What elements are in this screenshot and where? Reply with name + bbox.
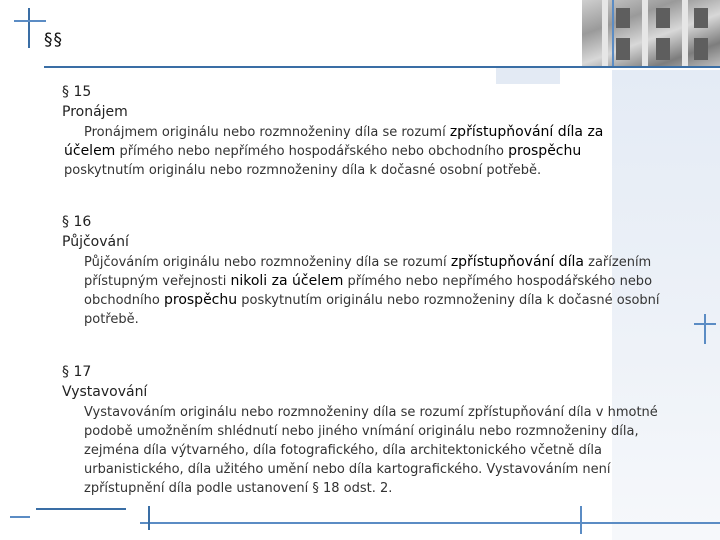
body-text: přímého nebo nepřímého hospodářského nebo obchodního xyxy=(84,274,653,308)
emphasized-text: prospěchu xyxy=(508,143,582,159)
bottom-left-stub xyxy=(10,516,30,518)
top-horizontal-line xyxy=(14,20,46,22)
bottom-rule-right xyxy=(140,522,720,524)
section-number: § 16 xyxy=(62,214,92,230)
emphasized-text: prospěchu xyxy=(163,292,238,308)
section-body xyxy=(62,253,664,329)
section-body xyxy=(62,403,684,498)
body-text: Vystavováním originálu nebo rozmnoženiny díla se rozumí zpřístupňování díla v hmotné podobě umožněním shlédnutí nebo jiného vnímání originálu nebo rozmnoženiny díla, zejména díla výtvarného, díla fotografického, díla architektonického včetně díla urbanistického, díla užitého umění nebo díla kartografického. Vystavováním není zpřístupnění díla podle ustanovení § 18 odst. 2. xyxy=(84,405,658,496)
header-rule xyxy=(44,66,720,68)
emphasized-text: nikoli za účelem xyxy=(230,273,344,289)
body-text: přímého nebo nepřímého hospodářského nebo obchodního xyxy=(115,144,509,159)
building-photo xyxy=(582,0,720,66)
slide-heading: §§ xyxy=(44,30,63,50)
section-body xyxy=(62,123,644,180)
body-text: zařízením přístupným veřejnosti xyxy=(84,255,652,289)
bottom-rule xyxy=(36,508,126,510)
body-text: poskytnutím originálu nebo rozmnoženiny díla k dočasné osobní potřebě. xyxy=(64,163,542,178)
section-16 xyxy=(62,212,682,329)
section-title: Pronájem xyxy=(62,104,128,120)
right-cross-v xyxy=(704,314,706,344)
section-title: Půjčování xyxy=(62,234,129,250)
body-text: Půjčováním originálu nebo rozmnoženiny díla se rozumí xyxy=(84,255,451,270)
top-vertical-line xyxy=(28,8,30,48)
emphasized-text: zpřístupňování díla xyxy=(450,254,584,270)
body-text: Pronájmem originálu nebo rozmnoženiny díla se rozumí xyxy=(84,125,450,140)
body-text: poskytnutím originálu nebo rozmnoženiny díla k dočasné osobní potřebě. xyxy=(84,293,660,327)
section-15 xyxy=(62,82,682,180)
right-vertical-line xyxy=(612,0,614,66)
section-17 xyxy=(62,362,682,498)
emphasized-text: zpřístupňování díla za účelem xyxy=(64,124,604,159)
section-number: § 15 xyxy=(62,84,92,100)
section-number: § 17 xyxy=(62,364,92,380)
section-title: Vystavování xyxy=(62,384,148,400)
bottom-left-vertical xyxy=(148,506,150,530)
bottom-mid-vertical xyxy=(580,506,582,534)
